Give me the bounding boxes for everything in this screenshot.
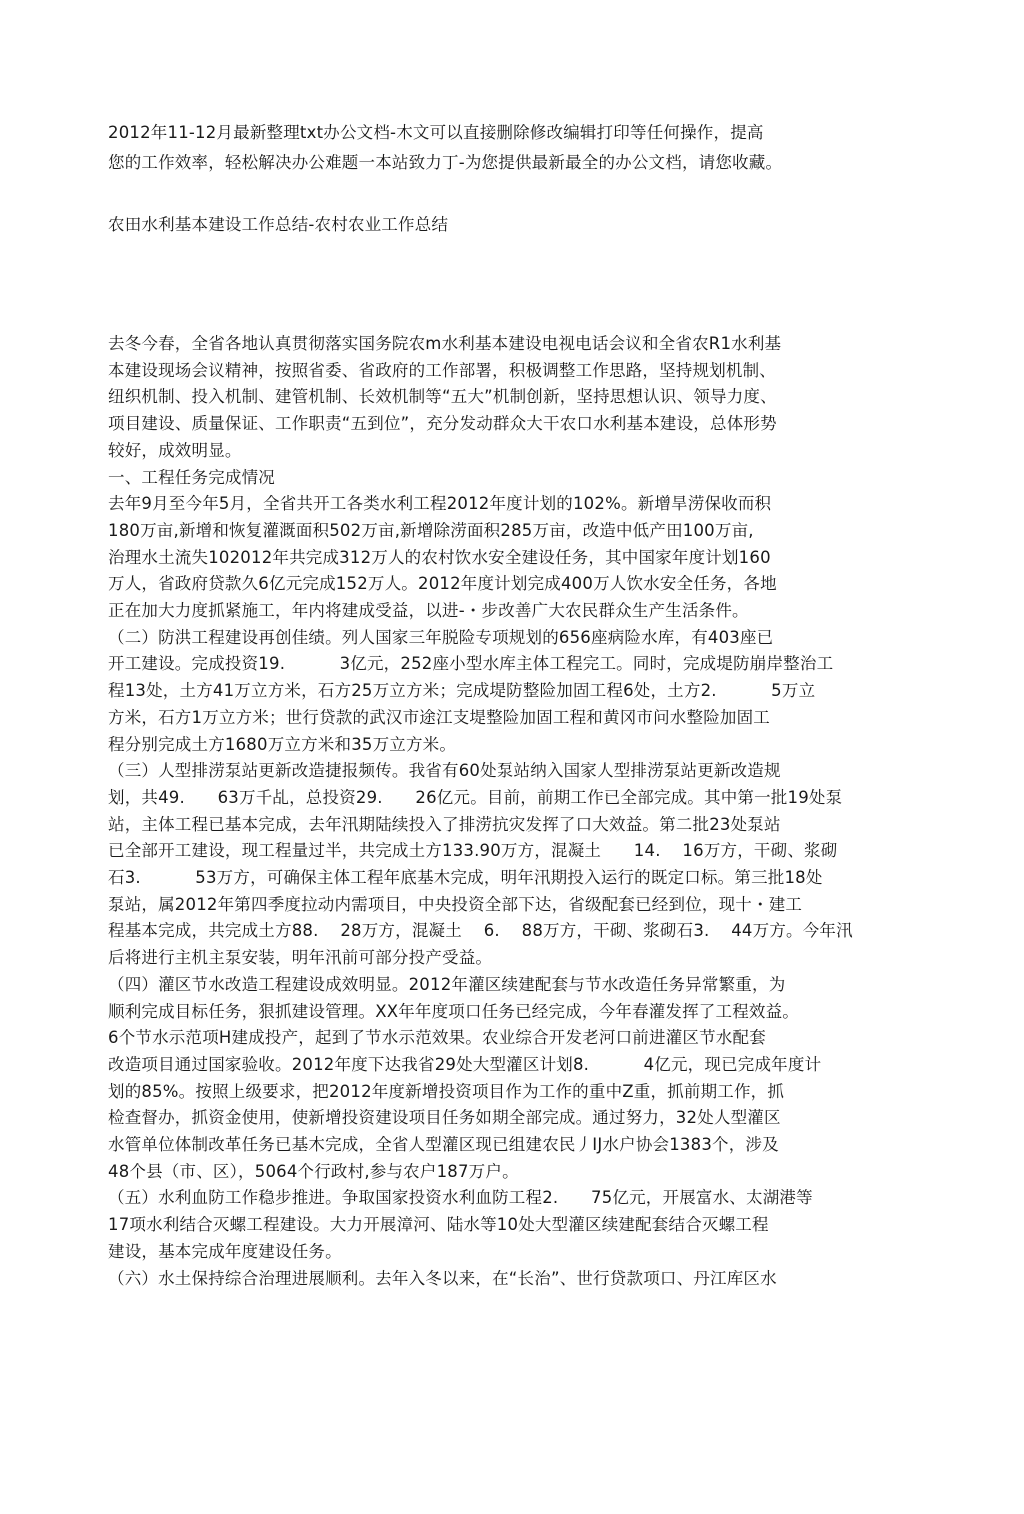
body-line: 正在加大力度抓紧施工，年内将建成受益，以进-・步改善广大农民群众生产生活条件。: [108, 601, 749, 620]
header-line-2: 您的工作效率，轻松解决办公难题一本站致力丁-为您提供最新最全的办公文档，请您收藏。: [108, 153, 783, 172]
body-line: 开工建设。完成投资19. 3亿元，252座小型水库主体工程完工。同时，完成堤防崩岸整治工: [108, 654, 834, 673]
body-line: 180万亩,新增和恢复灌溉面积502万亩,新增除涝面积285万亩，改造中低产田100万亩,: [108, 521, 754, 540]
body-line: 一、工程任务完成情况: [108, 468, 275, 487]
body-line: 本建设现场会议精神，按照省委、省政府的工作部署，积极调整工作思路，坚持规划机制、: [108, 361, 776, 380]
body-line: 检查督办，抓资金使用，使新增投资建设项目任务如期全部完成。通过努力，32处人型灌区: [108, 1108, 781, 1127]
body-line: 治理水土流失102012年共完成312万人的农村饮水安全建设任务，其中国家年度计划160: [108, 548, 771, 567]
body-line: （六）水土保持综合治理进展顺利。去年入冬以来，在“长治”、世行贷款项口、丹江库区水: [108, 1269, 777, 1288]
body-line: 已全部开工建设，现工程量过半，共完成土方133.90万方，混凝土 14. 16万方，干砌、浆砌: [108, 841, 838, 860]
body-line: 万人，省政府贷款久6亿元完成152万人。2012年度计划完成400万人饮水安全任务，各地: [108, 574, 777, 593]
body-line: 站，主体工程已基本完成，去年汛期陆续投入了排涝抗灾发挥了口大效益。第二批23处泵站: [108, 815, 781, 834]
body-line: （二）防洪工程建设再创佳绩。列人国家三年脱险专项规划的656座病险水库，有403座已: [108, 628, 774, 647]
body-line: 方米，石方1万立方米；世行贷款的武汉市途江支堤整险加固工程和黄冈市问水整险加固工: [108, 708, 770, 727]
body-line: 程基本完成，共完成土方88. 28万方，混凝土 6. 88万方，干砌、浆砌石3. 44万方。今年汛: [108, 921, 853, 940]
body-line: 水管单位体制改革任务已基木完成，全省人型灌区现已组建农民丿IJ水户协会1383个，涉及: [108, 1135, 779, 1154]
body-line: 划，共49. 63万千乩，总投资29. 26亿元。目前，前期工作已全部完成。其中第一批19处泵: [108, 788, 843, 807]
body-line: （三）人型排涝泵站更新改造捷报频传。我省有60处泵站纳入国家人型排涝泵站更新改造规: [108, 761, 781, 780]
body-line: 去冬今春，全省各地认真贯彻落实国务院农m水利基本建设电视电话会议和全省农R1水利基: [108, 334, 782, 353]
body-line: 48个县（市、区），5064个行政村,参与农户187万户。: [108, 1162, 519, 1181]
body-line: 纽织机制、投入机制、建管机制、长效机制等“五大”机制创新，坚持思想认识、领导力度、: [108, 387, 777, 406]
body-line: 泵站，属2012年第四季度拉动内需项目，中央投资全部下达，省级配套已经到位，现十・建工: [108, 895, 803, 914]
body-line: 17项水利结合灭螺工程建设。大力开展漳河、陆水等10处大型灌区续建配套结合灭螺工程: [108, 1215, 769, 1234]
body-line: 程13处，土方41万立方米，石方25万立方米；完成堤防整险加固工程6处，土方2. 5万立: [108, 681, 816, 700]
document-title: 农田水利基本建设工作总结-农村农业工作总结: [108, 215, 449, 234]
body-line: （四）灌区节水改造工程建设成效明显。2012年灌区续建配套与节水改造任务异常繁重，为: [108, 975, 786, 994]
body-line: 石3. 53万方，可确保主体工程年底基木完成，明年汛期投入运行的既定口标。第三批18处: [108, 868, 823, 887]
body-line: 6个节水示范项H建成投产，起到了节水示范效果。农业综合开发老河口前进灌区节水配套: [108, 1028, 766, 1047]
body-line: 项目建设、质量保证、工作职责“五到位”，充分发动群众大干农口水利基本建设，总体形势: [108, 414, 777, 433]
body-line: 后将进行主机主泵安装，明年汛前可部分投产受益。: [108, 948, 493, 967]
body-line: 顺利完成目标任务，狠抓建设管理。XX年年度项口任务已经完成，今年春灌发挥了工程效益。: [108, 1002, 800, 1021]
body-line: 划的85%。按照上级要求，把2012年度新增投资项目作为工作的重中Z重，抓前期工作，抓: [108, 1082, 785, 1101]
body-line: 去年9月至今年5月，全省共开工各类水利工程2012年度计划的102%。新增旱涝保收而积: [108, 494, 772, 513]
body-line: 程分别完成土方1680万立方米和35万立方米。: [108, 735, 457, 754]
body-line: 建设，基本完成年度建设任务。: [108, 1242, 342, 1261]
body-line: （五）水利血防工作稳步推进。争取国家投资水利血防工程2. 75亿元，开展富水、太湖港等: [108, 1188, 813, 1207]
body-line: 较好，成效明显。: [108, 441, 242, 460]
header-line-1: 2012年11-12月最新整理txt办公文档-木文可以直接删除修改编辑打印等任何操作，提高: [108, 123, 764, 142]
body-line: 改造项目通过国家验收。2012年度下达我省29处大型灌区计划8. 4亿元，现已完成年度计: [108, 1055, 822, 1074]
